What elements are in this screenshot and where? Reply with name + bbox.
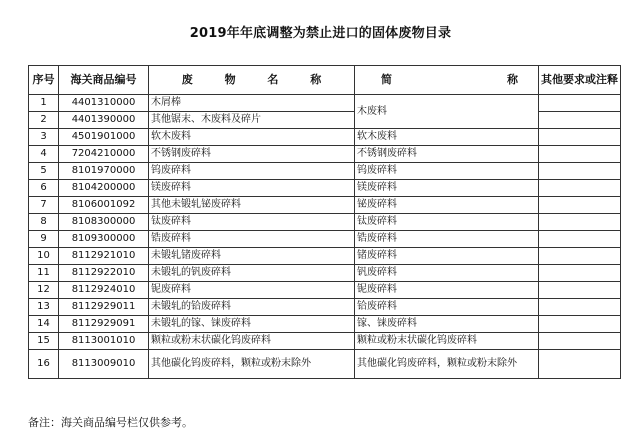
- cell-short: 镁废碎料: [355, 180, 539, 197]
- header-note: 其他要求或注释: [539, 66, 621, 95]
- cell-short: 钛废碎料: [355, 214, 539, 231]
- cell-code: 8112929091: [59, 316, 149, 333]
- cell-note: [539, 333, 621, 350]
- cell-name: 软木废料: [149, 129, 355, 146]
- cell-code: 4401390000: [59, 112, 149, 129]
- cell-short: 软木废料: [355, 129, 539, 146]
- cell-note: [539, 350, 621, 379]
- cell-short: 铪废碎料: [355, 299, 539, 316]
- header-no: 序号: [29, 66, 59, 95]
- cell-name: 铌废碎料: [149, 282, 355, 299]
- table-row: [29, 299, 621, 316]
- cell-code: 8104200000: [59, 180, 149, 197]
- header-short: [355, 66, 539, 95]
- table-row: [29, 231, 621, 248]
- cell-name: 未锻轧的铪废碎料: [149, 299, 355, 316]
- cell-note: [539, 214, 621, 231]
- waste-catalog-table: [28, 65, 621, 379]
- table-row: [29, 248, 621, 265]
- cell-name: 未锻轧锗废碎料: [149, 248, 355, 265]
- cell-no: 5: [29, 163, 59, 180]
- cell-note: [539, 180, 621, 197]
- table-row: [29, 333, 621, 350]
- cell-name: 钨废碎料: [149, 163, 355, 180]
- cell-code: 7204210000: [59, 146, 149, 163]
- cell-code: 8112921010: [59, 248, 149, 265]
- cell-note: [539, 265, 621, 282]
- table-row: [29, 265, 621, 282]
- cell-no: 9: [29, 231, 59, 248]
- cell-name: 其他碳化钨废碎料，颗粒或粉末除外: [149, 350, 355, 379]
- cell-short: 钒废碎料: [355, 265, 539, 282]
- cell-no: 15: [29, 333, 59, 350]
- cell-no: 12: [29, 282, 59, 299]
- cell-no: 7: [29, 197, 59, 214]
- cell-note: [539, 248, 621, 265]
- header-short-right: 称: [507, 73, 518, 86]
- cell-no: 13: [29, 299, 59, 316]
- cell-note: [539, 299, 621, 316]
- cell-name: 不锈钢废碎料: [149, 146, 355, 163]
- cell-note: [539, 316, 621, 333]
- cell-code: 8112929011: [59, 299, 149, 316]
- cell-note: [539, 231, 621, 248]
- cell-name: 未锻轧的钒废碎料: [149, 265, 355, 282]
- cell-short: 木废料: [355, 95, 539, 129]
- cell-short: 颗粒或粉末状碳化钨废碎料: [355, 333, 539, 350]
- cell-note: [539, 282, 621, 299]
- cell-no: 3: [29, 129, 59, 146]
- cell-note: [539, 197, 621, 214]
- cell-name: 其他锯末、木废料及碎片: [149, 112, 355, 129]
- cell-note: [539, 146, 621, 163]
- cell-code: 8113009010: [59, 350, 149, 379]
- header-short-left: 简: [381, 73, 392, 86]
- cell-note: [539, 163, 621, 180]
- cell-no: 4: [29, 146, 59, 163]
- cell-short: 铌废碎料: [355, 282, 539, 299]
- cell-short: 锆废碎料: [355, 231, 539, 248]
- cell-code: 8112924010: [59, 282, 149, 299]
- cell-note: [539, 112, 621, 129]
- cell-code: 8112922010: [59, 265, 149, 282]
- cell-name: 锆废碎料: [149, 231, 355, 248]
- cell-name: 颗粒或粉末状碳化钨废碎料: [149, 333, 355, 350]
- cell-name: 钛废碎料: [149, 214, 355, 231]
- table-row: [29, 129, 621, 146]
- page-title: 2019年年底调整为禁止进口的固体废物目录: [189, 26, 452, 41]
- cell-code: 8108300000: [59, 214, 149, 231]
- cell-code: 8106001092: [59, 197, 149, 214]
- cell-no: 1: [29, 95, 59, 112]
- cell-short: 镓、铼废碎料: [355, 316, 539, 333]
- cell-short: 钨废碎料: [355, 163, 539, 180]
- cell-name: 其他未锻轧铋废碎料: [149, 197, 355, 214]
- cell-no: 2: [29, 112, 59, 129]
- cell-code: 4501901000: [59, 129, 149, 146]
- table-row: [29, 282, 621, 299]
- cell-note: [539, 129, 621, 146]
- cell-no: 11: [29, 265, 59, 282]
- cell-code: 8113001010: [59, 333, 149, 350]
- table-row: [29, 146, 621, 163]
- table-row: [29, 180, 621, 197]
- cell-short: 其他碳化钨废碎料，颗粒或粉末除外: [355, 350, 539, 379]
- cell-short: 不锈钢废碎料: [355, 146, 539, 163]
- cell-no: 6: [29, 180, 59, 197]
- cell-name: 木屑棒: [149, 95, 355, 112]
- cell-no: 8: [29, 214, 59, 231]
- cell-name: 未锻轧的镓、铼废碎料: [149, 316, 355, 333]
- cell-short: 铋废碎料: [355, 197, 539, 214]
- cell-no: 16: [29, 350, 59, 379]
- table-row: [29, 197, 621, 214]
- cell-note: [539, 95, 621, 112]
- cell-no: 14: [29, 316, 59, 333]
- cell-code: 4401310000: [59, 95, 149, 112]
- header-name: 废 物 名 称: [149, 66, 355, 95]
- header-code: 海关商品编号: [59, 66, 149, 95]
- cell-no: 10: [29, 248, 59, 265]
- table-header-row: [29, 66, 621, 95]
- cell-code: 8109300000: [59, 231, 149, 248]
- table-row: [29, 316, 621, 333]
- cell-short: 锗废碎料: [355, 248, 539, 265]
- table-row: [29, 350, 621, 379]
- footnote: 备注：海关商品编号栏仅供参考。: [28, 416, 193, 429]
- cell-code: 8101970000: [59, 163, 149, 180]
- table-row: [29, 95, 621, 112]
- table-row: [29, 214, 621, 231]
- table-row: [29, 163, 621, 180]
- cell-name: 镁废碎料: [149, 180, 355, 197]
